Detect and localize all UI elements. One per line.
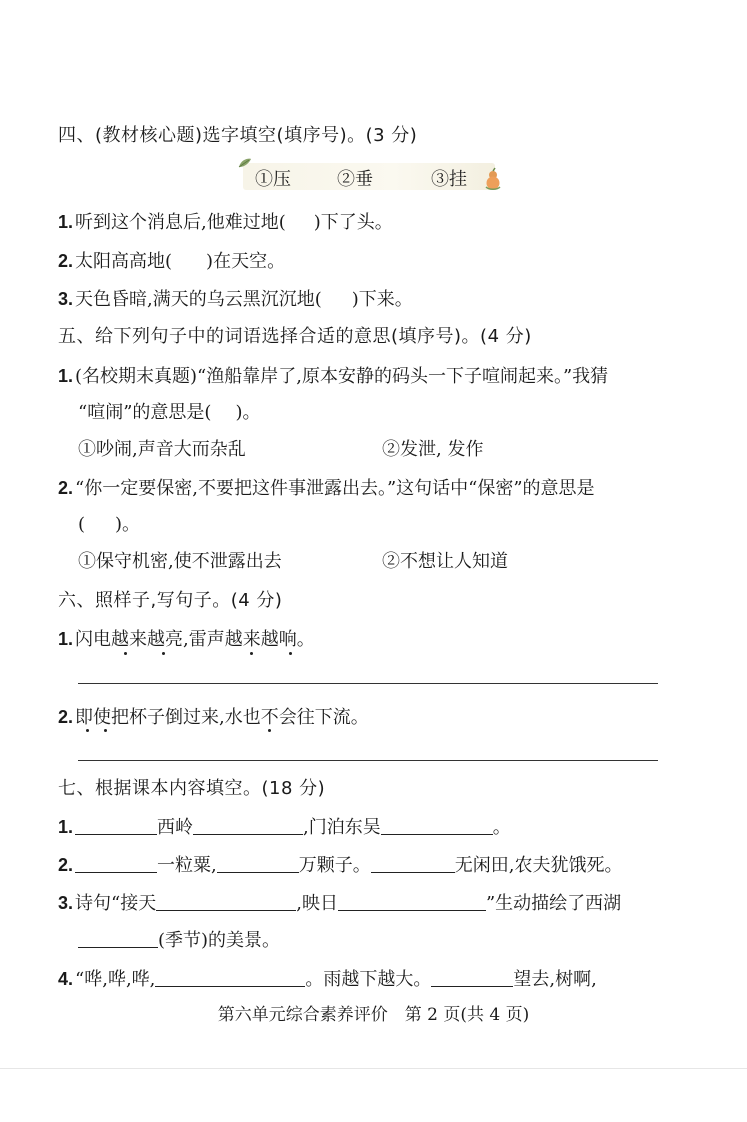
emphasis-dot xyxy=(104,729,107,732)
blank-field[interactable] xyxy=(155,968,305,987)
emphasis-dot xyxy=(268,729,271,732)
answer-line-2[interactable] xyxy=(78,760,658,761)
section-7-title: 七、根据课本内容填空。(18 分) xyxy=(58,778,326,799)
emphasis-dot xyxy=(124,652,127,655)
blank-field[interactable] xyxy=(431,968,513,987)
option-2: ②垂 xyxy=(337,169,373,190)
gourd-decoration-icon xyxy=(483,167,503,191)
s5-question-2-line1: 2. “你一定要保密,不要把这件事泄露出去。”这句话中“保密”的意思是 xyxy=(58,478,595,499)
answer-line-1[interactable] xyxy=(78,683,658,684)
blank-field[interactable] xyxy=(156,892,296,911)
s5-question-1-option-a: ①吵闹,声音大而杂乱 xyxy=(78,439,246,460)
emphasis-dot xyxy=(86,729,89,732)
section-6-title: 六、照样子,写句子。(4 分) xyxy=(58,590,283,611)
s5-question-2-option-b: ②不想让人知道 xyxy=(382,551,508,572)
s5-question-1-line2: “喧闹”的意思是( )。 xyxy=(78,402,261,423)
s4-question-1: 1. 听到这个消息后,他难过地( )下了头。 xyxy=(58,212,393,233)
word-option-box xyxy=(243,163,495,190)
s7-question-2: 2. 一粒粟, 万颗子。 无闲田,农夫犹饿死。 xyxy=(58,855,623,876)
s5-question-1-option-b: ②发泄, 发作 xyxy=(382,439,484,460)
blank-field[interactable] xyxy=(78,929,158,948)
page-footer: 第六单元综合素养评价 第 2 页(共 4 页) xyxy=(217,1005,530,1025)
s7-question-3-line1: 3. 诗句“接天 ,映日 ”生动描绘了西湖 xyxy=(58,893,622,914)
s4-question-2: 2. 太阳高高地( )在天空。 xyxy=(58,251,286,272)
s5-question-1-line1: 1. (名校期末真题)“渔船靠岸了,原本安静的码头一下子喧闹起来。”我猜 xyxy=(58,366,609,387)
blank-field[interactable] xyxy=(381,816,493,835)
s5-question-2-line2: ( )。 xyxy=(78,514,141,535)
section-5-title: 五、给下列句子中的词语选择合适的意思(填序号)。(4 分) xyxy=(58,326,532,347)
section-4-title: 四、(教材核心题)选字填空(填序号)。(3 分) xyxy=(58,125,418,146)
blank-field[interactable] xyxy=(75,854,157,873)
blank-field[interactable] xyxy=(217,854,299,873)
blank-field[interactable] xyxy=(193,816,303,835)
s7-question-4: 4. “哗,哗,哗, 。雨越下越大。 望去,树啊, xyxy=(58,969,597,990)
blank-field[interactable] xyxy=(338,892,486,911)
s5-question-2-option-a: ①保守机密,使不泄露出去 xyxy=(78,551,282,572)
s7-question-3-line2: (季节)的美景。 xyxy=(78,929,280,953)
page-bottom-divider xyxy=(0,1068,747,1069)
emphasis-dot xyxy=(250,652,253,655)
blank-field[interactable] xyxy=(371,854,455,873)
s6-question-1: 1. 闪电越来越亮,雷声越来越响。 xyxy=(58,629,315,650)
s4-question-3: 3. 天色昏暗,满天的乌云黑沉沉地( )下来。 xyxy=(58,289,413,310)
s6-question-2: 2. 即使把杯子倒过来,水也不会往下流。 xyxy=(58,707,369,728)
option-1: ①压 xyxy=(255,169,291,190)
emphasis-dot xyxy=(289,652,292,655)
option-3: ③挂 xyxy=(431,169,467,190)
s7-question-1: 1. 西岭 ,门泊东吴 。 xyxy=(58,817,511,838)
leaf-decoration-icon xyxy=(237,157,253,169)
emphasis-dot xyxy=(162,652,165,655)
blank-field[interactable] xyxy=(75,816,157,835)
